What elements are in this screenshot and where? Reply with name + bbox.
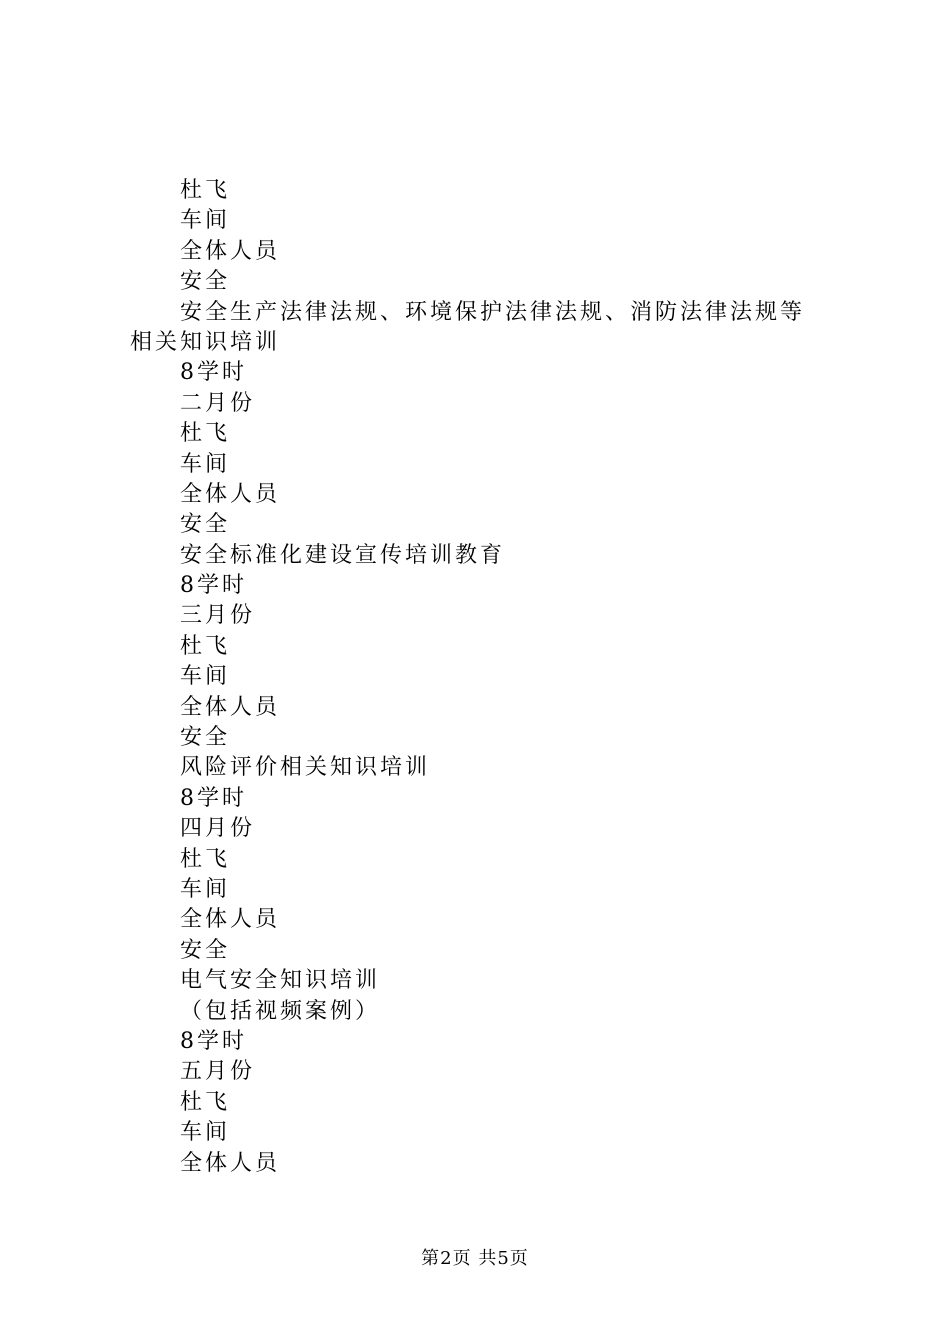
text-line: 车间 — [180, 876, 231, 902]
text-line: 安全 — [180, 725, 231, 751]
text-line: 四月份 — [180, 816, 256, 842]
text-line: 8学时 — [180, 573, 247, 599]
page-number-footer: 第2页 共5页 — [421, 1248, 529, 1269]
text-line: 8学时 — [180, 785, 247, 811]
text-line: 杜飞 — [180, 178, 231, 203]
text-line: 二月份 — [180, 390, 256, 416]
text-line: 8学时 — [180, 360, 247, 386]
text-line: 相关知识培训 — [130, 329, 281, 355]
text-line: （包括视频案例） — [180, 998, 381, 1024]
text-line: 车间 — [180, 664, 231, 690]
text-line: 安全 — [180, 512, 231, 538]
text-line: 三月份 — [180, 603, 256, 629]
text-line: 车间 — [180, 208, 231, 234]
text-line: 车间 — [180, 451, 231, 477]
text-line: 8学时 — [180, 1028, 247, 1054]
text-line: 杜飞 — [180, 846, 231, 872]
document-body — [130, 176, 840, 1179]
text-line: 风险评价相关知识培训 — [180, 755, 431, 781]
text-line: 五月份 — [180, 1059, 256, 1085]
text-line: 安全 — [180, 269, 231, 295]
text-line: 安全标准化建设宣传培训教育 — [180, 542, 506, 568]
text-line: 安全 — [180, 937, 231, 963]
text-line: 全体人员 — [180, 907, 281, 933]
text-line: 杜飞 — [180, 1089, 231, 1115]
text-line: 电气安全知识培训 — [180, 968, 381, 994]
text-line: 杜飞 — [180, 421, 231, 447]
text-line: 安全生产法律法规、环境保护法律法规、消防法律法规等 — [180, 299, 806, 325]
text-line: 杜飞 — [180, 633, 231, 659]
text-line: 全体人员 — [180, 238, 281, 264]
text-line: 车间 — [180, 1120, 231, 1146]
text-line: 全体人员 — [180, 481, 281, 507]
text-line: 全体人员 — [180, 1150, 281, 1176]
text-line: 全体人员 — [180, 694, 281, 720]
